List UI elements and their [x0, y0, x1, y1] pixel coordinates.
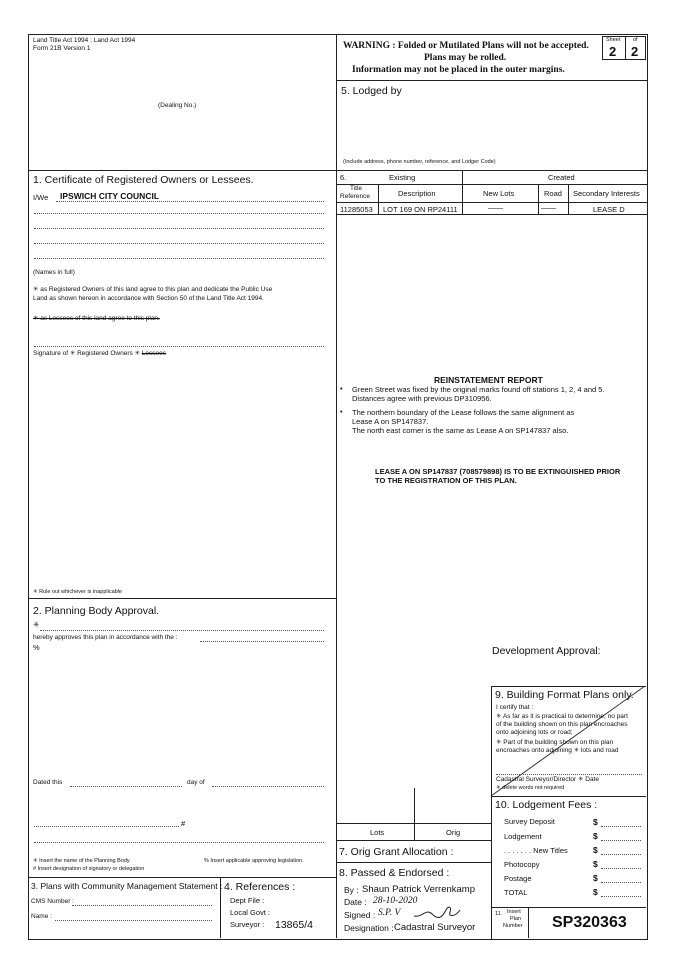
certificate-title: 1. Certificate of Registered Owners or Lessees.	[33, 174, 254, 186]
surveyor-ref-value: 13865/4	[275, 919, 313, 931]
reinstatement-b2-l3: The north east corner is the same as Lease A on SP147837 also.	[352, 426, 569, 435]
bf-line-2: ✳ As far as it is practical to determine, no part	[496, 713, 628, 720]
fee-new-titles: . . . . . . . New Titles	[504, 846, 568, 855]
fee-total: TOTAL	[504, 888, 528, 897]
bf-line-1: I certify that :	[496, 704, 534, 711]
table-col	[378, 184, 379, 214]
fee-line	[601, 896, 641, 897]
surveyor-ref-label: Surveyor :	[230, 920, 265, 929]
bf-line-5: ✳ Part of the building shown on this plan	[496, 739, 614, 746]
fee-line	[601, 868, 641, 869]
fee-line	[601, 840, 641, 841]
col-description: Description	[398, 189, 436, 198]
lessees-statement: ✳ as Lessees of this land agree to this plan.	[33, 315, 160, 322]
names-line	[34, 243, 324, 244]
sheet-box-divider	[625, 36, 626, 59]
community-name-line	[55, 920, 212, 921]
col-title-1: Title	[350, 185, 363, 192]
bullet-1: •	[340, 384, 343, 393]
passed-designation-value: Cadastral Surveyor	[394, 922, 476, 933]
sheet-value: 2	[609, 44, 617, 59]
insert-planning-body-note: ✳ Insert the name of the Planning Body.	[33, 858, 131, 864]
table-col	[568, 184, 569, 214]
signature-line	[34, 346, 324, 347]
fee-survey-deposit: Survey Deposit	[504, 817, 555, 826]
hereby-approves: hereby approves this plan in accordance with the :	[33, 634, 178, 641]
lots-rule	[336, 823, 491, 824]
fee-lodgement: Lodgement	[504, 832, 542, 841]
plan-number-label-1: Insert	[507, 909, 521, 915]
passed-designation-label: Designation :	[344, 923, 394, 933]
row-road: ——	[541, 203, 556, 212]
passed-rule	[336, 862, 491, 863]
row-description: LOT 169 ON RP24111	[383, 205, 458, 214]
fee-currency: $	[593, 859, 598, 869]
col-new-lots: New Lots	[483, 189, 515, 198]
signature-lessees: Lessees	[141, 350, 167, 357]
table-col	[462, 184, 463, 214]
form-line: Form 21B Version 1	[33, 45, 91, 52]
table-divider	[462, 170, 463, 184]
planning-star: ✳	[33, 620, 40, 629]
bf-line-6: encroaches onto adjoining ✳ lots and road	[496, 747, 619, 754]
fee-currency: $	[593, 817, 598, 827]
dated-this: Dated this	[33, 779, 63, 786]
reinstatement-b1-l2: Distances agree with previous DP310956.	[352, 394, 492, 403]
plan-number-num: 11.	[495, 911, 503, 917]
lodgement-fees-title: 10. Lodgement Fees :	[495, 799, 598, 811]
warning-line-1: WARNING : Folded or Mutilated Plans will not be accepted.	[343, 41, 589, 51]
fee-photocopy: Photocopy	[504, 860, 540, 869]
names-line	[34, 228, 324, 229]
fee-line	[601, 826, 641, 827]
dated-line	[70, 786, 182, 787]
reinstatement-b2-l2: Lease A on SP147837.	[352, 417, 429, 426]
owners-statement-1: ✳ as Registered Owners of this land agree to this plan and dedicate the Public Use	[33, 286, 273, 293]
col-secondary: Secondary Interests	[573, 189, 640, 198]
orig-grant-allocation: 7. Orig Grant Allocation :	[339, 846, 454, 858]
row-new-lots: ——	[488, 203, 503, 212]
dealing-no: (Dealing No.)	[158, 102, 197, 109]
fee-line	[601, 854, 641, 855]
signature-label	[33, 351, 166, 358]
row-secondary: LEASE D	[593, 205, 625, 214]
passed-by-value: Shaun Patrick Verrenkamp	[362, 884, 476, 895]
orig-label: Orig	[446, 828, 461, 837]
names-line	[34, 258, 324, 259]
extinguish-note-2: TO THE REGISTRATION OF THIS PLAN.	[375, 476, 517, 485]
plan-number-label-2: Plan	[510, 916, 522, 922]
reinstatement-b1-l1: Green Street was fixed by the original marks found off stations 1, 2, 4 and 5.	[352, 385, 605, 394]
extinguish-note-1: LEASE A ON SP147837 (708579898) IS TO BE EXTINGUISHED PRIOR	[375, 467, 621, 476]
bf-signature-line	[496, 774, 642, 775]
references-title: 4. References :	[224, 881, 296, 893]
passed-signed-label: Signed :	[344, 910, 376, 920]
passed-by-label: By :	[344, 885, 359, 895]
signatory-line	[34, 826, 179, 827]
lodged-by-note: (Include address, phone number, reference, and Lodger Code)	[343, 159, 496, 165]
col-road: Road	[544, 189, 562, 198]
insert-legislation-note: % Insert applicable approving legislation.	[204, 858, 304, 864]
rule-out-note: ✳ Rule out whichever is inapplicable	[33, 589, 122, 595]
bf-surveyor-label: Cadastral Surveyor/Director ✳ Date	[496, 776, 599, 783]
planning-body-line	[40, 630, 324, 631]
passed-date-label: Date :	[344, 897, 367, 907]
created-header: Created	[548, 173, 575, 182]
local-govt-label: Local Govt :	[230, 908, 271, 917]
bf-line-4: onto adjoining lots or road;	[496, 729, 573, 736]
top-section-rule	[28, 170, 647, 171]
percent-mark: %	[33, 643, 40, 652]
dept-file-label: Dept File :	[230, 896, 265, 905]
sheet-label: Sheet	[606, 37, 621, 43]
warning-line-2: Plans may be rolled.	[424, 53, 507, 63]
table-number: 6.	[340, 173, 347, 182]
owners-statement-2: Land as shown hereon in accordance with Section 50 of the Land Title Act 1994.	[33, 295, 264, 302]
community-name-label: Name :	[31, 913, 52, 920]
bullet-2: •	[340, 407, 343, 416]
reinstatement-title: REINSTATEMENT REPORT	[434, 375, 543, 385]
plan-number-divider	[528, 907, 529, 938]
bottom-left-rule	[28, 877, 336, 878]
table-rule	[336, 184, 647, 185]
cms-number-line	[72, 905, 212, 906]
reinstatement-b2-l1: The northern boundary of the Lease follows the same alignment as	[352, 408, 575, 417]
signature-prefix: Signature of ✳ Registered Owners ✳	[33, 350, 142, 357]
lots-divider	[414, 788, 415, 840]
hash-mark: #	[181, 819, 186, 828]
community-title: 3. Plans with Community Management Statement :	[31, 881, 223, 891]
bf-delete-note: ✳ delete words not required	[496, 785, 565, 791]
designation-line	[34, 842, 324, 843]
day-of: day of	[187, 779, 205, 786]
fee-postage: Postage	[504, 874, 532, 883]
fee-line	[601, 882, 641, 883]
act-line: Land Title Act 1994 ; Land Act 1994	[33, 37, 136, 44]
plan-number-value: SP320363	[552, 914, 627, 931]
lots-label: Lots	[370, 828, 385, 837]
names-line	[34, 213, 324, 214]
building-format-title: 9. Building Format Plans only.	[495, 689, 634, 701]
header-rule	[336, 80, 647, 81]
cms-number-label: CMS Number :	[31, 898, 74, 905]
passed-signature: S.P. V	[378, 908, 401, 918]
iwe-label: I/We	[33, 193, 49, 202]
warning-line-3: Information may not be placed in the outer margins.	[352, 65, 565, 75]
table-col	[538, 184, 539, 214]
passed-date-value: 28-10-2020	[373, 896, 418, 906]
table-rule	[336, 214, 647, 215]
names-line	[56, 201, 324, 202]
bf-line-3: of the building shown on this plan encroaches	[496, 721, 628, 728]
row-title-ref: 11285053	[340, 205, 373, 214]
fee-currency: $	[593, 887, 598, 897]
orig-grant-rule	[336, 840, 491, 841]
fee-currency: $	[593, 873, 598, 883]
signature-scribble	[412, 904, 462, 920]
of-label: of	[633, 37, 638, 43]
owner-name: IPSWICH CITY COUNCIL	[60, 191, 160, 201]
legislation-line	[200, 641, 324, 642]
lodged-by-title: 5. Lodged by	[341, 85, 402, 97]
col-title-2: Reference	[340, 193, 370, 200]
existing-header: Existing	[389, 173, 416, 182]
left-section-rule	[28, 598, 336, 599]
of-value: 2	[631, 44, 639, 59]
fee-currency: $	[593, 831, 598, 841]
names-note: (Names in full)	[33, 269, 75, 276]
planning-title: 2. Planning Body Approval.	[33, 605, 160, 617]
development-approval: Development Approval:	[492, 645, 601, 657]
passed-endorsed-title: 8. Passed & Endorsed :	[339, 867, 450, 879]
day-of-line	[212, 786, 324, 787]
plan-number-label-3: Number	[503, 923, 523, 929]
insert-designation-note: # Insert designation of signatory or delegation	[33, 866, 145, 872]
fee-currency: $	[593, 845, 598, 855]
